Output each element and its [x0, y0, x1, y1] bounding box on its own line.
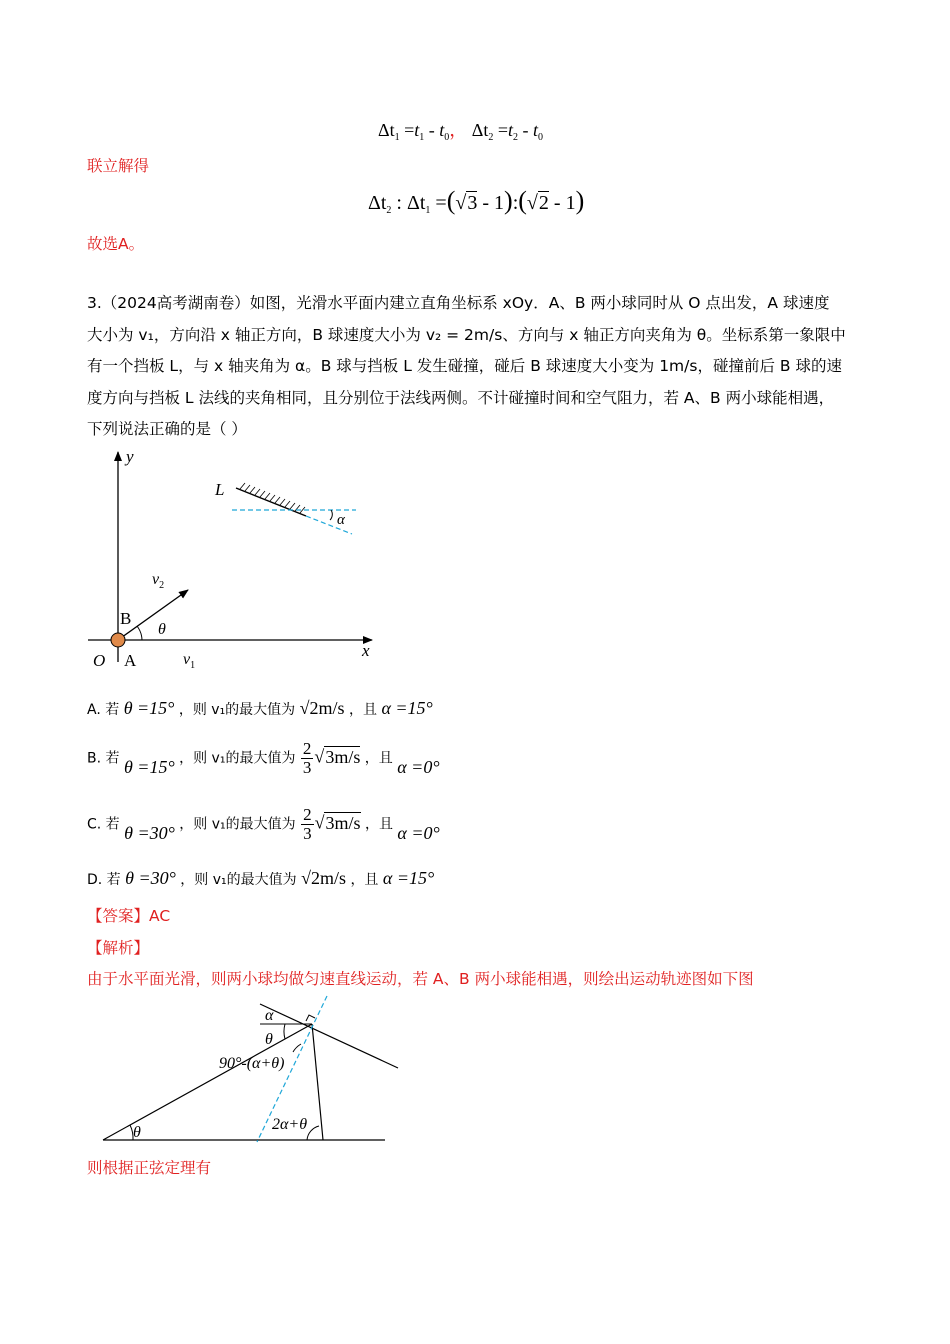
separator: ， [449, 120, 468, 140]
ball [111, 633, 125, 647]
question-line: 下列说法正确的是（ ） [87, 420, 247, 438]
question-line: 3.（2024高考湖南卷）如图，光滑水平面内建立直角坐标系 xOy．A、B 两小球同时从 O 点出发，A 球速度 [87, 294, 830, 312]
root-2: 2 [538, 192, 549, 214]
equation-delta-t: $\Delta t_1 =t_1 - t_0$， $\Delta t_2 =t_2 - t_0$ [378, 120, 544, 143]
barrier-L [236, 488, 306, 516]
numerator: 2 [302, 739, 312, 758]
option-prefix: C. 若 [87, 816, 120, 833]
trajectory-figure [95, 992, 415, 1152]
eq-t0: t [439, 120, 445, 140]
analysis-text: 由于水平面光滑，则两小球均做匀速直线运动，若 A、B 两小球能相遇，则绘出运动轨迹图如下图 [87, 970, 754, 988]
question-text [87, 288, 877, 446]
sub: 2 [386, 205, 392, 216]
sub: 0 [538, 132, 544, 143]
eq-delta-t1: Δt [378, 120, 395, 140]
option-d [87, 868, 434, 889]
option-a [87, 698, 433, 719]
numerator: 2 [303, 805, 312, 824]
alpha-label: α [337, 512, 345, 528]
fraction-2-3 [301, 740, 314, 777]
option-theta: θ =15° [123, 756, 175, 777]
eq-t1: t [414, 120, 420, 140]
reflection-path [312, 1024, 323, 1140]
option-and: ，且 [350, 872, 379, 888]
option-and: ，且 [364, 816, 393, 833]
option-root: 3m/s [325, 746, 361, 767]
option-root: 3m/s [325, 812, 361, 833]
option-prefix: B. 若 [87, 750, 120, 767]
option-prefix: A. 若 [87, 702, 120, 718]
angle-arc-mid [293, 1044, 301, 1052]
eq-t2: t [508, 120, 514, 140]
sub: 2 [488, 132, 494, 143]
eq-delta-t2: Δt [471, 120, 489, 140]
L-label: L [215, 480, 225, 499]
B-label: B [120, 609, 132, 628]
option-alpha: α =0° [397, 822, 440, 843]
equals: = [430, 192, 447, 214]
barrier-hatch [240, 483, 305, 513]
option-alpha: α =15° [382, 868, 435, 888]
coordinate-figure [80, 440, 400, 680]
theta-arc [137, 626, 142, 640]
theta-top-label: θ [265, 1031, 273, 1048]
option-theta: θ =30° [124, 822, 175, 843]
joint-solve-text: 联立解得 [87, 157, 150, 175]
v1-sub: 1 [190, 660, 196, 671]
y-label: y [126, 447, 134, 466]
eq-delta-t1: Δt [406, 192, 426, 214]
option-and: ，且 [348, 702, 377, 718]
sine-rule-text: 则根据正弦定理有 [87, 1159, 212, 1177]
angle-arc-bottom [307, 1126, 319, 1140]
question-line: 大小为 v₁，方向沿 x 轴正方向，B 球速度大小为 v₂ = 2m/s、方向与 x 轴正方向夹角为 θ。坐标系第一象限中 [87, 325, 846, 344]
option-theta: θ =15° [123, 698, 175, 718]
x-label: x [362, 641, 370, 660]
fraction-2-3 [301, 806, 314, 843]
v1-letter: v [183, 651, 191, 668]
alpha-label: α [265, 1007, 274, 1024]
v2-letter: v [152, 571, 160, 588]
answer-text: 【答案】AC [87, 907, 171, 925]
minus-one: - 1 [548, 192, 576, 214]
option-alpha: α =0° [397, 756, 440, 777]
option-value: √2m/s [301, 868, 346, 888]
option-mid: ，则 v₁的最大值为 [178, 702, 296, 718]
question-line: 有一个挡板 L，与 x 轴夹角为 α。B 球与挡板 L 发生碰撞，碰后 B 球速度大小变为 1m/s，碰撞前后 B 球的速 [87, 357, 842, 375]
question-line: 度方向与挡板 L 法线的夹角相同，且分别位于法线两侧。不计碰撞时间和空气阻力，若 A、B 两小球能相遇， [87, 388, 835, 407]
theta-bottom-label: θ [133, 1124, 141, 1141]
option-alpha: α =15° [381, 698, 433, 718]
choose-a-text: 故选A。 [87, 235, 145, 253]
eq-delta-t2: Δt [368, 192, 387, 214]
option-prefix: D. 若 [87, 872, 121, 888]
option-and: ，且 [364, 750, 393, 767]
root-3: 3 [467, 192, 478, 214]
minus-one: - 1 [477, 192, 505, 214]
sub: 0 [444, 132, 450, 143]
eq-t0: t [533, 120, 539, 140]
option-theta: θ =30° [125, 868, 176, 888]
theta-arc-top [284, 1024, 285, 1039]
A-label: A [124, 651, 137, 670]
equation-ratio: $\Delta t_2$ : $\Delta t_1 =(√3$ - 1):(√2 - 1) [368, 186, 585, 216]
sub: 1 [419, 132, 425, 143]
option-mid: ，则 v₁的最大值为 [179, 816, 296, 833]
v1-label [183, 651, 195, 671]
sub: 1 [425, 205, 431, 216]
denominator: 3 [302, 758, 312, 777]
O-label: O [93, 651, 106, 670]
barrier-extension [306, 516, 352, 534]
sub: 2 [513, 132, 519, 143]
angle-bottom-label: 2α+θ [272, 1116, 308, 1133]
option-value: √2m/s [299, 698, 345, 718]
theta-label: θ [158, 621, 166, 638]
sub: 1 [394, 132, 400, 143]
option-b: B. 若 θ =15° ，则 v₁的最大值为 $\frac{2}{3}$ √3m/s ，且 α =0° [87, 739, 440, 777]
right-angle-mark [306, 1015, 315, 1021]
alpha-arc [330, 510, 332, 520]
colon: : [391, 192, 407, 214]
option-mid: ，则 v₁的最大值为 [179, 750, 296, 767]
option-c: C. 若 θ =30° ，则 v₁的最大值为 $\frac{2}{3}$ √3m/s ，且 α =0° [87, 805, 440, 843]
option-mid: ，则 v₁的最大值为 [180, 872, 297, 888]
angle-label: 90°-(α+θ) [219, 1055, 285, 1072]
analysis-heading: 【解析】 [87, 939, 150, 957]
v2-label [152, 571, 164, 591]
v2-sub: 2 [159, 580, 165, 591]
denominator: 3 [303, 824, 312, 843]
